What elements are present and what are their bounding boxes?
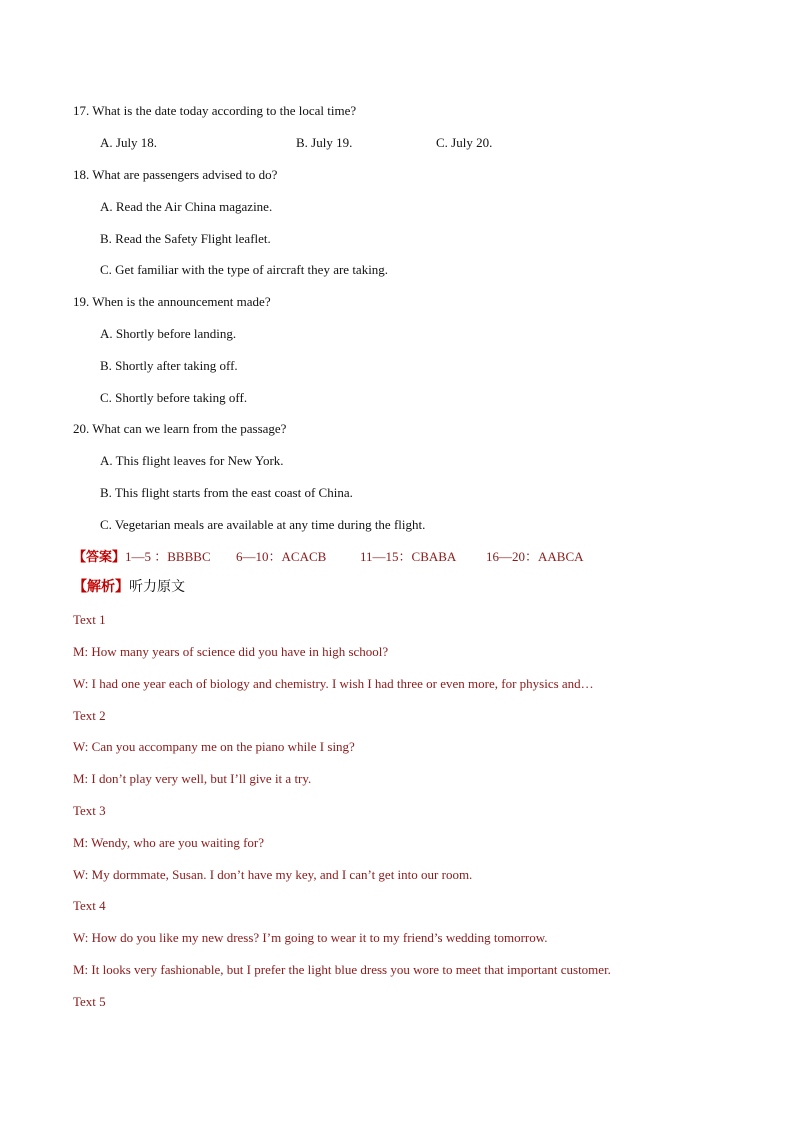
transcript-4-line-2: M: It looks very fashionable, but I prefer the light blue dress you wore to meet that important customer. — [73, 962, 611, 977]
question-20-option-a: A. This flight leaves for New York. — [100, 453, 284, 468]
answer-group-4: 16—20：AABCA — [486, 549, 584, 564]
answer-group-1: 1—5 ：BBBBC — [125, 549, 211, 564]
question-20-stem: 20. What can we learn from the passage? — [73, 421, 287, 436]
question-19-option-a: A. Shortly before landing. — [100, 326, 237, 341]
question-17-option-a: A. July 18. — [100, 135, 158, 150]
answer-group-3: 11—15：CBABA — [360, 549, 457, 564]
transcript-heading-1: Text 1 — [73, 612, 106, 627]
transcript-2-line-1: W: Can you accompany me on the piano while I sing? — [73, 739, 355, 754]
question-20-option-b: B. This flight starts from the east coast of China. — [100, 485, 353, 500]
question-17-stem: 17. What is the date today according to the local time? — [73, 103, 357, 118]
question-20-option-c: C. Vegetarian meals are available at any time during the flight. — [100, 517, 426, 532]
answer-group-2: 6—10：ACACB — [236, 549, 327, 564]
transcript-3-line-1: M: Wendy, who are you waiting for? — [73, 835, 265, 850]
transcript-1-line-1: M: How many years of science did you have in high school? — [73, 644, 389, 659]
question-17-option-c: C. July 20. — [436, 135, 493, 150]
question-19-option-c: C. Shortly before taking off. — [100, 390, 248, 405]
transcript-2-line-2: M: I don’t play very well, but I’ll give it a try. — [73, 771, 312, 786]
analysis-label: 【解析】 — [73, 580, 129, 595]
transcript-heading-3: Text 3 — [73, 803, 106, 818]
transcript-heading-5: Text 5 — [73, 994, 106, 1009]
answer-key — [73, 549, 584, 565]
analysis-header — [73, 580, 185, 596]
question-18-option-c: C. Get familiar with the type of aircraft they are taking. — [100, 262, 389, 277]
question-18-stem: 18. What are passengers advised to do? — [73, 167, 278, 182]
transcript-4-line-1: W: How do you like my new dress? I’m going to wear it to my friend’s wedding tomorrow. — [73, 930, 548, 945]
question-19-stem: 19. When is the announcement made? — [73, 294, 271, 309]
transcript-1-line-2: W: I had one year each of biology and chemistry. I wish I had three or even more, for physics and… — [73, 676, 594, 691]
transcript-heading-2: Text 2 — [73, 708, 106, 723]
question-18-option-a: A. Read the Air China magazine. — [100, 199, 273, 214]
transcript-heading-4: Text 4 — [73, 898, 106, 913]
question-17-option-b: B. July 19. — [296, 135, 353, 150]
answer-label: 【答案】 — [73, 549, 126, 564]
analysis-title: 听力原文 — [129, 580, 185, 595]
question-18-option-b: B. Read the Safety Flight leaflet. — [100, 231, 271, 246]
transcript-3-line-2: W: My dormmate, Susan. I don’t have my key, and I can’t get into our room. — [73, 867, 473, 882]
question-19-option-b: B. Shortly after taking off. — [100, 358, 238, 373]
